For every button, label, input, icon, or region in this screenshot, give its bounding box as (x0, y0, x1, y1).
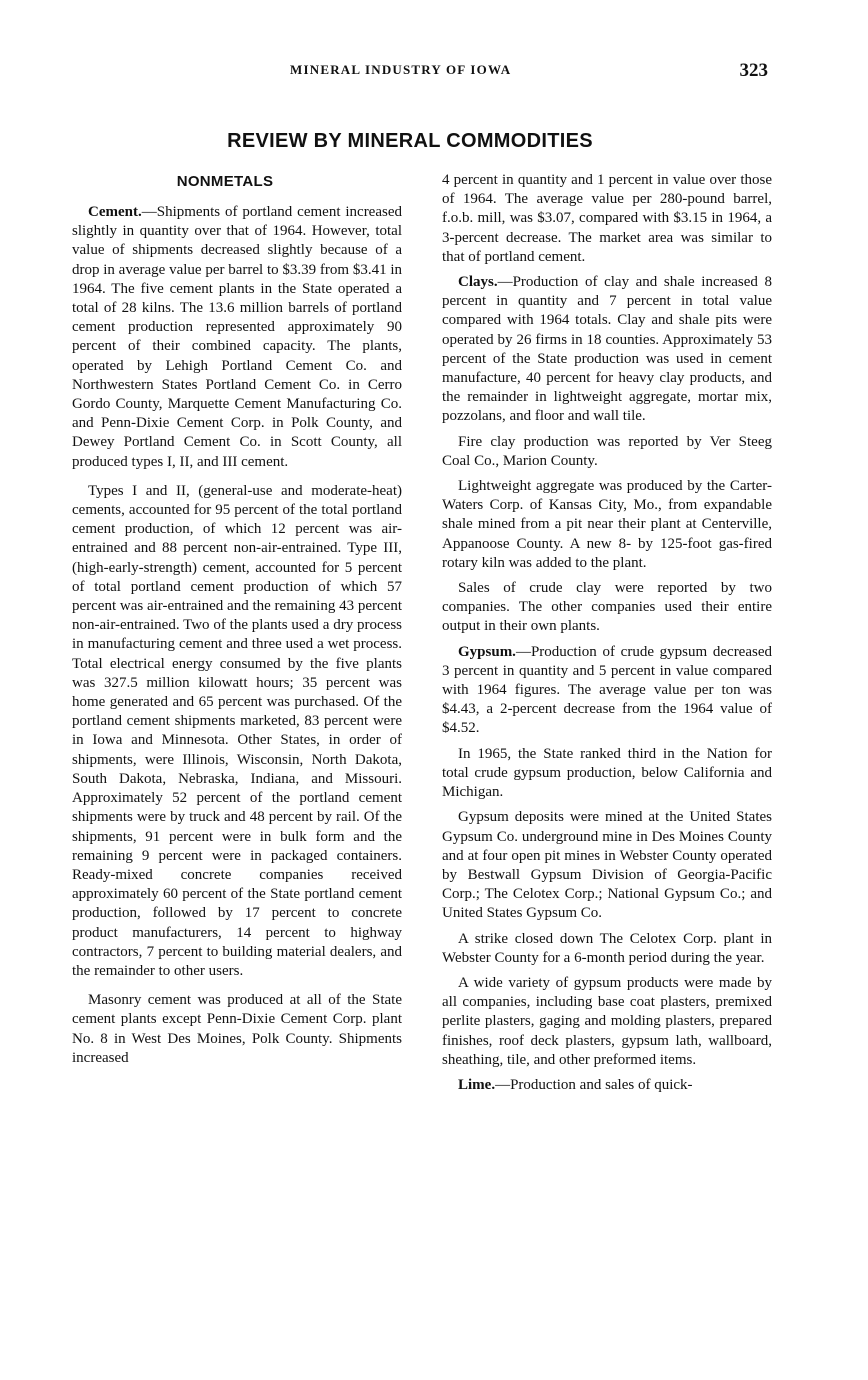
commodity-heading-cement: Cement. (88, 204, 142, 220)
paragraph-lime (442, 1076, 772, 1095)
paragraph-text: —Production of crude gypsum decreased 3 percent in quantity and 5 percent in value compared with 1964 figures. The average value per ton was $4.43, a 2-percent decrease from the 1964 value of $4.52. (442, 643, 772, 737)
paragraph-text: —Shipments of portland cement increased slightly in quantity over that of 1964. However, total value of shipments decreased slightly because of a drop in average value per barrel to $3.39 from $3.41 in 1964. The five cement plants in the State operated a total of 28 kilns. The 13.6 million barrels of portland cement production represented approximately 90 percent of their combined capacity. The plants, operated by Lehigh Portland Cement Co. and Northwestern States Portland Cement Co. in Cerro Gordo County, Marquette Cement Manufacturing Co. and Penn-Dixie Cement Corp. in Polk County, and Dewey Portland Cement Co. in Scott County, all produced types I, II, and III cement. (72, 204, 402, 470)
paragraph-cement (72, 203, 402, 472)
page-title: REVIEW BY MINERAL COMMODITIES (227, 130, 593, 152)
commodity-heading-clays: Clays. (458, 274, 498, 291)
paragraph-strike: A strike closed down The Celotex Corp. plant in Webster County for a 6-month period during the year. (442, 930, 772, 966)
paragraph-gypsum-rank: In 1965, the State ranked third in the Nation for total crude gypsum production, below California and Michigan. (442, 745, 772, 801)
running-header: MINERAL INDUSTRY OF IOWA (290, 62, 512, 77)
section-heading-nonmetals: NONMETALS (176, 173, 274, 190)
commodity-heading-lime: Lime. (458, 1076, 496, 1093)
commodity-heading-gypsum: Gypsum. (458, 643, 516, 660)
paragraph-continued: 4 percent in quantity and 1 percent in value over those of 1964. The average value per 280-pound barrel, f.o.b. mill, was $3.07, compared with $3.15 in 1964, a 3-percent decrease. The market area was similar to that of portland cement. (442, 172, 772, 265)
paragraph-masonry-cement: Masonry cement was produced at all of the State cement plants except Penn-Dixie Cement Corp. plant No. 8 in West Des Moines, Polk County. Shipments increased (72, 992, 402, 1066)
paragraph-lightweight-aggregate: Lightweight aggregate was produced by the Carter-Waters Corp. of Kansas City, Mo., from expandable shale mined from a pit near their plant at Centerville, Appanoose County. A new 8- by 125-foot gas-fired rotary kiln was added to the plant. (442, 478, 772, 571)
paragraph-cement-types: Types I and II, (general-use and moderate-heat) cements, accounted for 95 percent of the total portland cement production, of which 12 percent was air-entrained and 88 percent non-air-entrained. Type III, (high-early-strength) cement, accounted for 5 percent of total portland cement production of which 57 percent was air-entrained and the remaining 43 percent non-air-entrained. Two of the plants used a dry process in manufacturing cement and three used a wet process. Total electrical energy consumed by the five plants was 327.5 million kilowatt hours; 35 percent was home generated and 65 percent was purchased. Of the portland cement shipments marketed, 83 percent were in Iowa and Minnesota. Other States, in order of shipments, were Illinois, Wisconsin, North Dakota, South Dakota, Nebraska, Indiana, and Missouri. Approximately 52 percent of the portland cement shipments were by truck and 48 percent by rail. Of the shipments, 91 percent were in bulk form and the remaining 9 percent were in packaged containers. Ready-mixed concrete companies received approximately 60 percent of the State portland cement production, followed by 17 percent to concrete product manufacturers, 14 percent to highway contractors, 7 percent to building material dealers, and the remainder to other users. (72, 482, 402, 979)
paragraph-text: —Production and sales of quick- (495, 1076, 693, 1093)
paragraph-gypsum-deposits: Gypsum deposits were mined at the United States Gypsum Co. underground mine in Des Moines County and at four open pit mines in Webster County operated by Bestwall Gypsum Division of Georgia-Pacific Corp.; The Celotex Corp.; National Gypsum Co.; and United States Gypsum Co. (442, 809, 772, 922)
paragraph-gypsum-products: A wide variety of gypsum products were made by all companies, including base coat plasters, premixed perlite plasters, gaging and molding plasters, prepared finishes, roof deck plasters, gypsum lath, wallboard, sheathing, tile, and other preformed items. (442, 974, 772, 1068)
paragraph-text: —Production of clay and shale increased 8 percent in quantity and 7 percent in total value compared with 1964 totals. Clay and shale pits were operated by 26 firms in 18 counties. Approximately 53 percent of the State production was used in cement manufacture, 40 percent for heavy clay products, and the remainder in lightweight aggregate, mortar mix, pozzolans, and floor and wall tile. (442, 274, 772, 425)
page-number: 323 (739, 60, 768, 81)
right-column (442, 171, 772, 1101)
paragraph-crude-clay: Sales of crude clay were reported by two companies. The other companies used their entire output in their own plants. (442, 580, 772, 635)
left-column (72, 203, 402, 1074)
paragraph-clays (442, 273, 772, 427)
paragraph-gypsum (442, 643, 772, 739)
paragraph-fire-clay: Fire clay production was reported by Ver Steeg Coal Co., Marion County. (442, 433, 772, 469)
